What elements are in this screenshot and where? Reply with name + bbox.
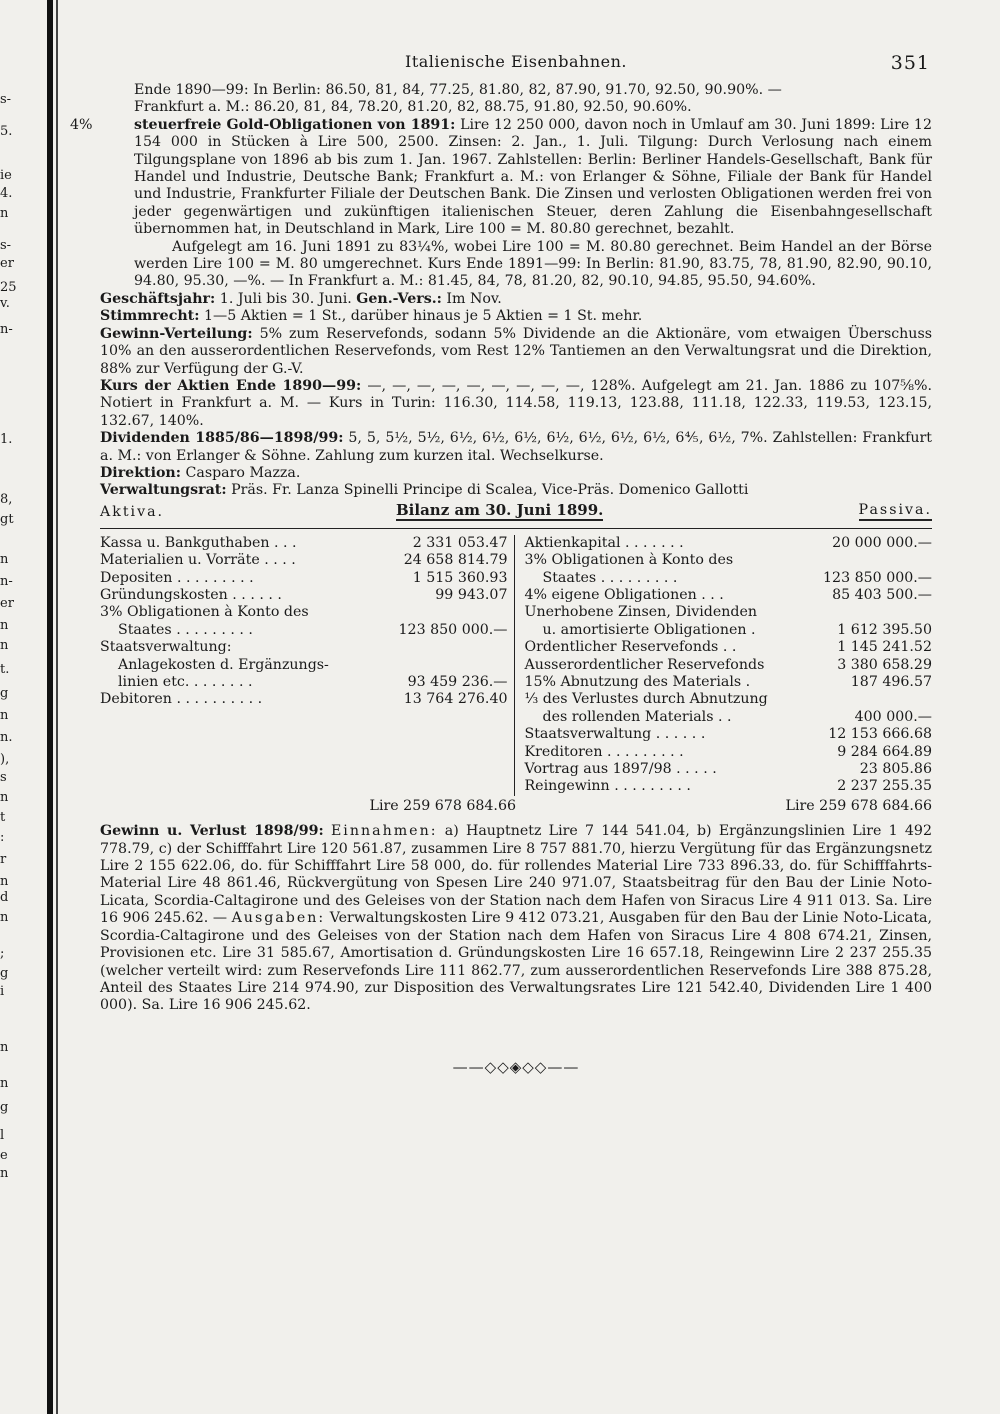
aktiva-row-amount xyxy=(408,639,508,656)
aktiva-row-amount: 1 515 360.93 xyxy=(412,569,508,586)
aktiva-row xyxy=(100,622,508,639)
aktiva-row-label: linien etc. . . . . . . . xyxy=(118,674,253,690)
margin-fragment: : xyxy=(0,830,5,845)
aktiva-row xyxy=(100,570,508,587)
passiva-row xyxy=(525,552,933,569)
kurs-aktien-paragraph xyxy=(100,378,932,430)
passiva-row-amount: 23 805.86 xyxy=(859,761,932,778)
margin-fragment: er xyxy=(0,596,14,611)
margin-fragment: g xyxy=(0,1100,9,1115)
kurs-aktien-label: Kurs der Aktien Ende 1890—99: xyxy=(100,377,362,394)
margin-fragment: 4. xyxy=(0,186,13,201)
verwaltungsrat-line xyxy=(100,482,932,499)
passiva-row-amount: 187 496.57 xyxy=(850,674,932,690)
stimmrecht-text: 1—5 Aktien = 1 St., darüber hinaus je 5 Aktien = 1 St. mehr. xyxy=(203,308,643,325)
ornament-divider: ——◇◇◈◇◇—— xyxy=(452,1057,580,1076)
margin-fragment: n xyxy=(0,206,9,221)
aktiva-row xyxy=(100,587,508,604)
aktiva-row xyxy=(100,604,508,621)
passiva-row-amount: 3 380 658.29 xyxy=(837,656,932,673)
margin-fragment: g xyxy=(0,686,9,701)
aktiva-row-label: Depositen . . . . . . . . . xyxy=(100,569,254,586)
passiva-row xyxy=(525,744,933,761)
passiva-row-amount: 2 237 255.35 xyxy=(837,778,932,795)
passiva-row-label: Staatsverwaltung . . . . . . xyxy=(524,726,706,743)
bilanz-header xyxy=(100,502,932,524)
margin-fragment: s- xyxy=(0,92,12,107)
passiva-row-amount xyxy=(832,691,932,708)
direktion-label: Direktion: xyxy=(100,464,181,481)
gewinn-verlust-label: Gewinn u. Verlust 1898/99: xyxy=(100,823,324,840)
passiva-row xyxy=(525,761,933,778)
gewinn-verteilung-paragraph xyxy=(100,326,932,378)
margin-fragment: n xyxy=(0,874,9,889)
margin-fragment: e xyxy=(0,1148,8,1163)
gold-heading: steuerfreie Gold-Obligationen von 1891: xyxy=(134,116,456,133)
aktiva-row xyxy=(100,535,508,552)
genvers-label: Gen.-Vers.: xyxy=(356,290,442,307)
gewinn-verteilung-text: 5% zum Reservefonds, sodann 5% Dividende an die Aktionäre, vom etwaigen Überschuss 10% an den ausserordentlichen Reservefonds, vom Rest 12% Tantiemen an den Verwaltungsrat und die Direktion, 88% zur Verfügung der G.-V. xyxy=(100,325,933,377)
aktiva-row xyxy=(100,552,508,569)
passiva-row xyxy=(525,622,933,639)
ausgaben-label: Ausgaben: xyxy=(231,910,326,927)
stimmrecht-line xyxy=(100,308,932,325)
passiva-row-amount xyxy=(832,552,932,569)
aktiva-row xyxy=(100,691,508,708)
gewinn-verteilung-label: Gewinn-Verteilung: xyxy=(100,325,253,342)
geschaeftsjahr-line xyxy=(100,291,932,308)
passiva-row xyxy=(525,691,933,708)
margin-fragment: n. xyxy=(0,730,13,745)
binding-gutter xyxy=(47,0,53,1414)
margin-fragment: t xyxy=(0,810,6,825)
margin-fragment: n xyxy=(0,552,9,567)
aktiva-row-label: Staatsverwaltung: xyxy=(100,639,232,656)
passiva-row-amount: 1 145 241.52 xyxy=(837,639,932,656)
verwaltungsrat-label: Verwaltungsrat: xyxy=(100,482,227,499)
passiva-row xyxy=(525,657,933,674)
passiva-row-label: Kreditoren . . . . . . . . . xyxy=(524,743,684,760)
passiva-row-amount: 123 850 000.— xyxy=(823,569,932,586)
binding-gutter-line xyxy=(56,0,58,1414)
genvers-text: Im Nov. xyxy=(446,290,502,307)
passiva-row xyxy=(525,709,933,726)
gold-aufgelegt-paragraph: Aufgelegt am 16. Juni 1891 zu 83¼%, wobei Lire 100 = M. 80.80 gerechnet. Beim Handel an der Börse werden Lire 100 = M. 80 umgerechnet. Kurs Ende 1891—99: In Berlin: 81.90, 83.75, 78, 81.90, 82.90, 90.10, 94.80, 95.30, —%. — In Frankfurt a. M.: 81.45, 84, 78, 81.20, 82, 90.10, 94.85, 95.50, 94.60%. xyxy=(134,238,932,290)
margin-fragment: s xyxy=(0,770,7,785)
margin-fragment: l xyxy=(0,1128,5,1143)
aktiva-row-label: Materialien u. Vorräte . . . . xyxy=(100,552,296,569)
passiva-row-label: ⅓ des Verlustes durch Abnutzung xyxy=(524,691,768,708)
passiva-row xyxy=(525,535,933,552)
aktiva-row-label: 3% Obligationen à Konto des xyxy=(100,604,309,621)
passiva-row-amount xyxy=(832,604,932,621)
margin-fragment: v. xyxy=(0,296,10,311)
margin-fragment: ie xyxy=(0,168,12,183)
gold-percent-marker: 4% xyxy=(70,116,93,133)
margin-fragment: n xyxy=(0,638,9,653)
margin-fragment: gt xyxy=(0,512,14,527)
margin-fragment: n- xyxy=(0,574,13,589)
dividenden-text: 5, 5, 5½, 5½, 6½, 6½, 6½, 6½, 6½, 6½, 6½, 6⅘, 6½, 7%. Zahlstellen: Frankfurt a. M.: von Erlanger & Söhne. Zahlung zum kurzen ital. Wechselkurse. xyxy=(100,430,932,464)
aktiva-row xyxy=(100,674,508,691)
passiva-label: Passiva. xyxy=(859,502,932,521)
margin-fragment: g xyxy=(0,966,9,981)
passiva-row xyxy=(525,674,933,691)
passiva-row-label: Vortrag aus 1897/98 . . . . . xyxy=(524,761,717,778)
passiva-row-label: 15% Abnutzung des Materials . xyxy=(524,674,751,690)
passiva-total: Lire 259 678 684.66 xyxy=(785,797,932,814)
passiva-row xyxy=(525,726,933,743)
kurs-frankfurt-line: Frankfurt a. M.: 86.20, 81, 84, 78.20, 81.20, 82, 88.75, 91.80, 92.50, 90.60%. xyxy=(134,99,692,116)
margin-fragment: n xyxy=(0,1040,9,1055)
passiva-row-label: Ausserordentlicher Reservefonds xyxy=(524,656,765,673)
aktiva-row-amount: 24 658 814.79 xyxy=(403,552,508,569)
aktiva-row-label: Anlagekosten d. Ergänzungs- xyxy=(118,656,329,673)
passiva-row-amount: 400 000.— xyxy=(854,708,932,725)
aktiva-row-label: Debitoren . . . . . . . . . . xyxy=(100,691,263,708)
gold-obligationen-paragraph xyxy=(70,116,932,239)
passiva-column xyxy=(515,535,933,796)
passiva-row-amount: 12 153 666.68 xyxy=(828,726,932,743)
passiva-row-label: Reingewinn . . . . . . . . . xyxy=(524,778,691,795)
direktion-line xyxy=(100,465,932,482)
geschaeftsjahr-text: 1. Juli bis 30. Juni. xyxy=(219,290,352,307)
aktiva-column xyxy=(100,535,515,796)
margin-fragment: n xyxy=(0,1076,9,1091)
passiva-row-label: u. amortisierte Obligationen . xyxy=(542,621,756,638)
margin-fragment: n- xyxy=(0,322,13,337)
passiva-row xyxy=(525,778,933,795)
margin-fragment: n xyxy=(0,790,9,805)
gewinn-verlust-paragraph xyxy=(100,823,932,1014)
margin-fragment: 8, xyxy=(0,492,13,507)
kurs-aktien-text: —, —, —, —, —, —, —, —, —, 128%. Aufgelegt am 21. Jan. 1886 zu 107⅝%. Notiert in Frankfurt a. M. — Kurs in Turin: 116.30, 114.58, 119.13, 123.88, 111.18, 122.33, 119.53, 123.15, 132.67, 140%. xyxy=(100,377,933,429)
passiva-row-amount: 1 612 395.50 xyxy=(837,621,932,638)
bilanz-totals xyxy=(100,798,932,815)
margin-fragment: i xyxy=(0,984,5,999)
ausgaben-text: Verwaltungskosten Lire 9 412 073.21, Ausgaben für den Bau der Linie Noto-Licata, Scordia-Caltagirone und des Geleises von der Station nach dem Hafen von Siracus Lire 4 808 674.21, Zinsen, Provisionen etc. Lire 31 585.67, Amortisation d. Gründungskosten Lire 16 657.18, Reingewinn Lire 2 237 255.35 (welcher verteilt wird: zum Reservefonds Lire 111 862.77, zum ausserordentlichen Reservefonds Lire 388 875.28, Anteil des Staates Lire 214 974.90, zur Disposition des Verwaltungsrates Lire 121 542.40, Dividenden Lire 1 400 000). Sa. Lire 16 906 245.62. xyxy=(100,910,932,1014)
dividenden-label: Dividenden 1885/86—1898/99: xyxy=(100,430,344,447)
aktiva-row-amount xyxy=(408,657,508,674)
passiva-row xyxy=(525,570,933,587)
margin-fragment: n xyxy=(0,618,9,633)
direktion-text: Casparo Mazza. xyxy=(185,464,301,481)
aktiva-row-amount: 2 331 053.47 xyxy=(412,534,508,551)
verwaltungsrat-text: Präs. Fr. Lanza Spinelli Principe di Scalea, Vice-Präs. Domenico Gallotti xyxy=(231,482,749,499)
margin-fragment: n xyxy=(0,1166,9,1181)
running-title: Italienische Eisenbahnen. xyxy=(405,52,627,71)
bilanz-table xyxy=(100,528,932,796)
einnahmen-text: a) Hauptnetz Lire 7 144 541.04, b) Ergänzungslinien Lire 1 492 778.79, c) der Schifffahrt Lire 120 561.87, zusammen Lire 8 757 881.70, hierzu Vergütung für das Ergänzungsnetz Lire 2 155 622.06, do. für Schifffahrt Lire 58 000, do. für rollendes Material Lire 733 896.33, do. für Schifffahrts-Material Lire 48 861.46, Rückvergütung von Spesen Lire 240 971.07, Staatsbeitrag für den Bau der Linie Noto-Licata, Scordia-Caltagirone und des Geleises von der Station nach dem Hafen von Siracus Lire 4 911 013. Sa. Lire 16 906 245.62. — xyxy=(100,823,932,927)
aktiva-row-label: Gründungskosten . . . . . . xyxy=(100,586,282,603)
aktiva-row-amount: 99 943.07 xyxy=(435,586,508,603)
einnahmen-label: Einnahmen: xyxy=(330,823,438,840)
page-header xyxy=(100,52,932,82)
margin-fragment: er xyxy=(0,256,14,271)
page xyxy=(70,52,933,1076)
aktiva-row-amount xyxy=(408,604,508,621)
passiva-row-label: des rollenden Materials . . xyxy=(542,708,732,725)
kurs-berlin-line: Ende 1890—99: In Berlin: 86.50, 81, 84, 77.25, 81.80, 82, 87.90, 91.70, 92.50, 90.90%. — xyxy=(134,82,782,98)
aktiva-row-amount: 93 459 236.— xyxy=(407,674,508,690)
passiva-row xyxy=(525,587,933,604)
margin-fragment: 25 xyxy=(0,280,17,295)
aktiva-row xyxy=(100,657,508,674)
margin-fragment: 5. xyxy=(0,124,13,139)
aktiva-row-label: Kassa u. Bankguthaben . . . xyxy=(100,534,297,551)
passiva-row-amount: 85 403 500.— xyxy=(832,586,932,603)
gold-text: Lire 12 250 000, davon noch in Umlauf am 30. Juni 1899: Lire 12 154 000 in Stücken à Lire 500, 2500. Zinsen: 2. Jan., 1. Juli. Tilgung: Durch Verlosung nach einem Tilgungsplane von 1896 ab bis zum 1. Jan. 1967. Zahlstellen: Berlin: Berliner Handels-Gesellschaft, Bank für Handel und Industrie, Deutsche Bank; Frankfurt a. M.: von Erlanger & Söhne, Filiale der Bank für Handel und Industrie, Frankfurter Filiale der Deutschen Bank. Die Zinsen und verlosten Obligationen werden frei von jeder gegenwärtigen und zukünftigen italienischen Steuer, deren Zahlung die Eisenbahngesellschaft übernommen hat, in Deutschland in Mark, Lire 100 = M. 80.80 gerechnet, bezahlt. xyxy=(134,116,932,238)
page-body xyxy=(70,82,933,1076)
aktiva-row-label: Staates . . . . . . . . . xyxy=(118,621,253,638)
aktiva-row-amount: 13 764 276.40 xyxy=(403,691,508,708)
margin-fragment: n xyxy=(0,910,9,925)
margin-fragment: s- xyxy=(0,238,12,253)
passiva-row-label: 3% Obligationen à Konto des xyxy=(524,552,734,569)
margin-fragment: ), xyxy=(0,752,10,767)
passiva-row-label: Staates . . . . . . . . . xyxy=(542,569,678,586)
passiva-row-amount: 9 284 664.89 xyxy=(837,743,932,760)
passiva-row-label: Unerhobene Zinsen, Dividenden xyxy=(524,604,758,621)
margin-fragment: 1. xyxy=(0,432,13,447)
geschaeftsjahr-label: Geschäftsjahr: xyxy=(100,290,216,307)
passiva-row-label: 4% eigene Obligationen . . . xyxy=(524,586,724,603)
aktiva-row-amount: 123 850 000.— xyxy=(398,621,508,638)
margin-fragment: ; xyxy=(0,946,5,961)
aktiva-label: Aktiva. xyxy=(100,503,165,520)
passiva-row-label: Ordentlicher Reservefonds . . xyxy=(524,639,737,656)
margin-fragment: d xyxy=(0,890,9,905)
bilanz-title: Bilanz am 30. Juni 1899. xyxy=(396,502,603,521)
margin-fragment: r xyxy=(0,852,7,867)
passiva-row-amount: 20 000 000.— xyxy=(832,534,932,551)
passiva-row xyxy=(525,639,933,656)
margin-fragment: n xyxy=(0,708,9,723)
aktiva-row xyxy=(100,639,508,656)
dividenden-paragraph xyxy=(100,430,932,465)
passiva-row xyxy=(525,604,933,621)
page-number: 351 xyxy=(890,52,930,74)
aktiva-total: Lire 259 678 684.66 xyxy=(369,797,516,814)
margin-fragment: t. xyxy=(0,662,10,677)
passiva-row-label: Aktienkapital . . . . . . . xyxy=(524,534,684,551)
stimmrecht-label: Stimmrecht: xyxy=(100,308,200,325)
